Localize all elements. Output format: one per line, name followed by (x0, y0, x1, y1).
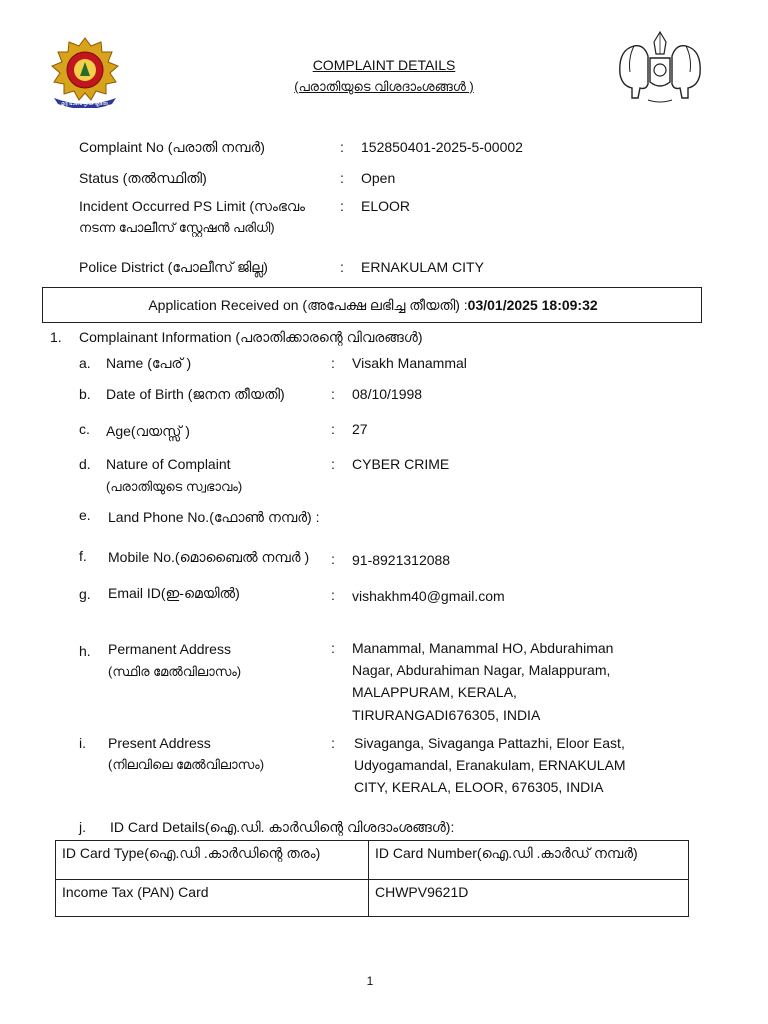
application-received-label: Application Received on (അപേക്ഷ ലഭിച്ച തീയതി) : (148, 297, 468, 313)
item-letter: f. (79, 548, 87, 564)
section-number: 1. (50, 329, 62, 345)
email-value: vishakhm40@gmail.com (352, 588, 505, 604)
name-label: Name (പേര് ) (106, 355, 192, 371)
table-cell: CHWPV9621D (369, 880, 689, 917)
page-number: 1 (366, 974, 374, 988)
status-label: Status (തൽസ്ഥിതി) (79, 170, 207, 186)
present-address-label: Present Address (108, 735, 211, 751)
table-row (56, 880, 689, 917)
nature-value: CYBER CRIME (352, 456, 450, 472)
application-received-date: 03/01/2025 18:09:32 (467, 297, 598, 313)
item-letter: d. (79, 456, 91, 472)
dob-value: 08/10/1998 (352, 386, 423, 402)
id-card-table (55, 840, 689, 917)
status-value: Open (361, 170, 396, 186)
age-label: Age(വയസ്സ് ) (106, 423, 190, 439)
permanent-address-line: MALAPPURAM, KERALA, (352, 684, 517, 700)
table-header-cell: ID Card Type(ഐ.ഡി .കാർഡിന്റെ തരം) (56, 841, 369, 880)
ps-limit-value: ELOOR (361, 198, 411, 214)
colon: : (331, 735, 335, 751)
nature-label-ml: (പരാതിയുടെ സ്വഭാവം) (106, 479, 243, 494)
police-district-label: Police District (പോലീസ് ജില്ല) (79, 259, 268, 275)
table-header-row (56, 841, 689, 880)
permanent-address-line: Nagar, Abdurahiman Nagar, Malappuram, (352, 662, 611, 678)
item-letter: j. (79, 819, 86, 835)
colon: : (331, 587, 335, 603)
name-value: Visakh Manammal (352, 355, 467, 371)
land-phone-label: Land Phone No.(ഫോൺ നമ്പർ) : (108, 509, 320, 525)
complaint-no-value: 152850401-2025-5-00002 (361, 139, 523, 155)
colon: : (340, 170, 344, 186)
present-address-line: Sivaganga, Sivaganga Pattazhi, Eloor East, (354, 735, 625, 751)
permanent-address-line: TIRURANGADI676305, INDIA (352, 707, 541, 723)
mobile-label: Mobile No.(മൊബൈൽ നമ്പർ ) (108, 549, 310, 565)
page-subtitle: (പരാതിയുടെ വിശദാംശങ്ങൾ ) (294, 79, 474, 94)
colon: : (331, 640, 335, 656)
permanent-address-line: Manammal, Manammal HO, Abdurahiman (352, 640, 614, 656)
colon: : (340, 259, 344, 275)
item-letter: i. (79, 735, 86, 751)
age-value: 27 (352, 421, 368, 437)
table-cell: Income Tax (PAN) Card (56, 880, 369, 917)
present-address-line: CITY, KERALA, ELOOR, 676305, INDIA (354, 779, 604, 795)
colon: : (331, 456, 335, 472)
item-letter: g. (79, 586, 91, 602)
colon: : (340, 139, 344, 155)
page-title: COMPLAINT DETAILS (312, 57, 456, 73)
ps-limit-label: Incident Occurred PS Limit (സംഭവം (79, 198, 306, 214)
id-card-details-label: ID Card Details(ഐ.ഡി. കാർഡിന്റെ വിശദാംശങ്ങൾ): (110, 819, 455, 835)
colon: : (331, 386, 335, 402)
permanent-address-label-ml: (സ്ഥിര മേൽവിലാസം) (108, 664, 242, 679)
dob-label: Date of Birth (ജനന തീയതി) (106, 386, 285, 402)
item-letter: b. (79, 386, 91, 402)
email-label: Email ID(ഇ-മെയിൽ) (108, 585, 240, 601)
application-received-box (42, 287, 702, 323)
ps-limit-label-ml: നടന്ന പോലീസ് സ്റ്റേഷൻ പരിധി) (79, 220, 275, 235)
svg-text:മൃദു ഭാവേ ദൃഢ കൃത്യേ: മൃദു ഭാവേ ദൃഢ കൃത്യേ (61, 101, 109, 107)
complaint-no-label: Complaint No (പരാതി നമ്പർ) (79, 139, 265, 155)
section-title: Complainant Information (പരാതിക്കാരന്റെ വിവരങ്ങൾ) (79, 329, 423, 345)
table-header-cell: ID Card Number(ഐ.ഡി .കാർഡ് നമ്പർ) (369, 841, 689, 880)
present-address-line: Udyogamandal, Eranakulam, ERNAKULAM (354, 757, 626, 773)
present-address-label-ml: (നിലവിലെ മേൽവിലാസം) (108, 757, 265, 772)
application-received-line (43, 296, 703, 314)
colon: : (331, 551, 335, 567)
colon: : (331, 421, 335, 437)
colon: : (340, 198, 344, 214)
colon: : (331, 355, 335, 371)
item-letter: a. (79, 355, 91, 371)
item-letter: e. (79, 507, 91, 523)
permanent-address-label: Permanent Address (108, 641, 231, 657)
nature-label: Nature of Complaint (106, 456, 231, 472)
item-letter: c. (79, 421, 90, 437)
item-letter: h. (79, 643, 91, 659)
police-district-value: ERNAKULAM CITY (361, 259, 484, 275)
mobile-value: 91-8921312088 (352, 552, 451, 568)
